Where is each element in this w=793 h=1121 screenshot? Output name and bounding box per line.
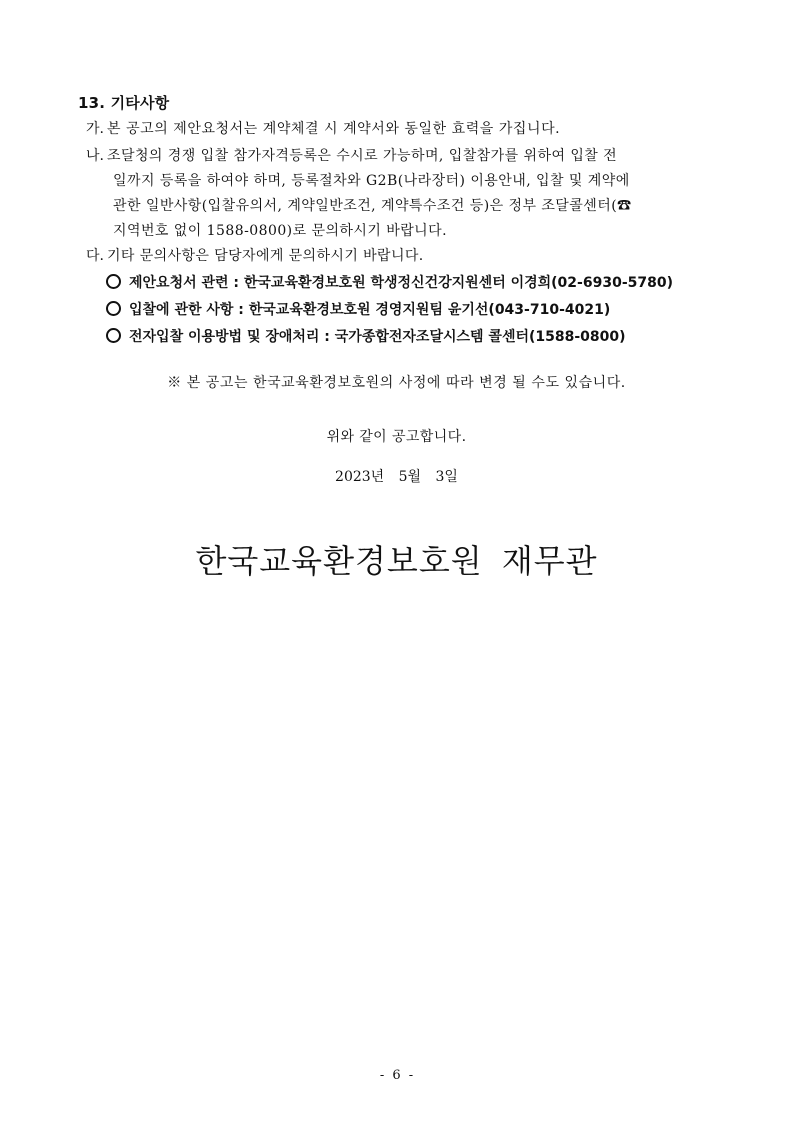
- item-line: 지역번호 없이 1588-0800)로 문의하시기 바랍니다.: [113, 223, 448, 239]
- circle-bullet-icon: [106, 274, 121, 289]
- contact-item: [106, 270, 673, 297]
- announcement-date: 2023년 5월 3일: [335, 469, 458, 485]
- page-number: - 6 -: [379, 1068, 414, 1083]
- circle-bullet-icon: [106, 301, 121, 316]
- item-marker: 다.: [86, 248, 104, 264]
- circle-bullet-icon: [106, 328, 121, 343]
- item-line: 관한 일반사항(입찰유의서, 계약일반조건, 계약특수조건 등)은 정부 조달콜센터(☎: [113, 198, 632, 214]
- item-line: 기타 문의사항은 담당자에게 문의하시기 바랍니다.: [107, 248, 424, 264]
- contact-item: [106, 297, 673, 324]
- contact-text: 입찰에 관한 사항 : 한국교육환경보호원 경영지원팀 윤기선(043-710-4021): [129, 302, 611, 318]
- contact-text: 전자입찰 이용방법 및 장애처리 : 국가종합전자조달시스템 콜센터(1588-0800): [129, 329, 626, 345]
- closing-statement: 위와 같이 공고합니다.: [326, 429, 467, 445]
- contact-text: 제안요청서 관련 : 한국교육환경보호원 학생정신건강지원센터 이경희(02-6930-5780): [129, 275, 673, 291]
- item-line: 일까지 등록을 하여야 하며, 등록절차와 G2B(나라장터) 이용안내, 입찰 및 계약에: [113, 173, 630, 189]
- item-na: [86, 144, 726, 244]
- item-line: 본 공고의 제안요청서는 계약체결 시 계약서와 동일한 효력을 가집니다.: [107, 121, 561, 137]
- item-marker: 나.: [86, 148, 104, 164]
- section-title: 13. 기타사항: [78, 94, 170, 112]
- change-notice: ※ 본 공고는 한국교육환경보호원의 사정에 따라 변경 될 수도 있습니다.: [167, 375, 626, 391]
- item-da: [86, 244, 424, 269]
- item-ga: [86, 117, 560, 142]
- item-marker: 가.: [86, 121, 104, 137]
- issuer-title: 한국교육환경보호원 재무관: [195, 542, 598, 580]
- item-line: 조달청의 경쟁 입찰 참가자격등록은 수시로 가능하며, 입찰참가를 위하여 입찰 전: [107, 148, 618, 164]
- contact-list: [106, 270, 673, 351]
- contact-item: [106, 324, 673, 351]
